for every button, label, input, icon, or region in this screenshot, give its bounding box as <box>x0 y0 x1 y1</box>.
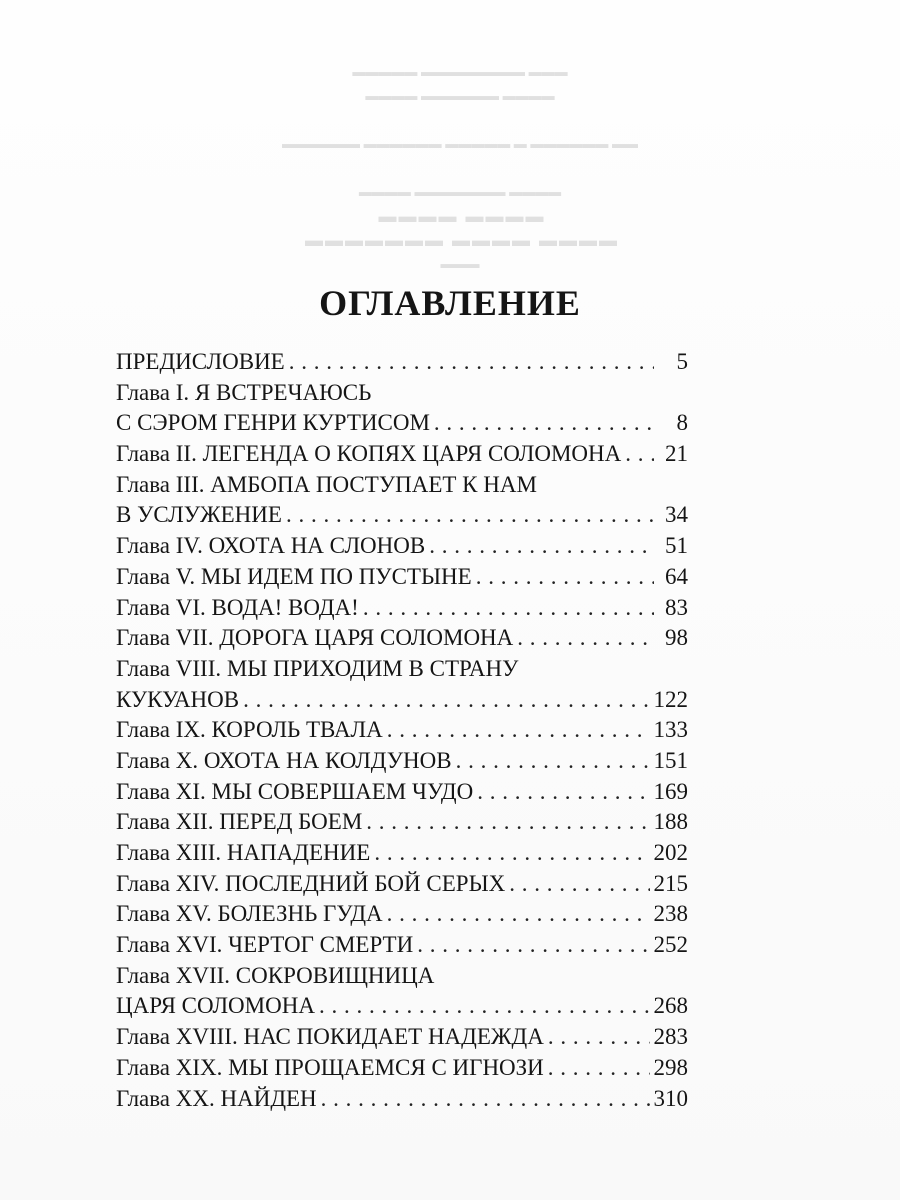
dot-leader <box>387 899 650 930</box>
toc-entry-label: Глава III. АМБОПА ПОСТУПАЕТ К НАМ <box>116 471 537 497</box>
toc-entry-label: С СЭРОМ ГЕНРИ КУРТИСОМ <box>116 410 430 436</box>
toc-entry <box>116 715 688 746</box>
toc-entry-page-number: 51 <box>665 533 688 559</box>
toc-entry-page-number: 34 <box>665 502 688 528</box>
toc-entry-page-number: 169 <box>653 778 688 804</box>
toc-entry <box>116 1053 688 1084</box>
toc-entry-page-number: 238 <box>653 901 688 927</box>
toc-entry <box>116 378 688 409</box>
toc-entry-label: ПРЕДИСЛОВИЕ <box>116 349 285 374</box>
toc-entry-label: Глава V. МЫ ИДЕМ ПО ПУСТЫНЕ <box>116 563 472 589</box>
toc-entry <box>116 408 688 439</box>
toc-entry <box>116 930 688 961</box>
toc-entry-label: Глава XIII. НАПАДЕНИЕ <box>116 840 371 865</box>
toc-entry-label: Глава I. Я ВСТРЕЧАЮСЬ <box>116 379 372 405</box>
dot-leader <box>548 1022 650 1053</box>
toc-entry <box>116 562 688 593</box>
toc-entry-page-number: 298 <box>653 1054 688 1080</box>
bleed-through-text: ▬▬▬ ▬▬▬▬▬▬▬▬ ▬▬▬▬▬ ▬▬▬▬ ▬▬▬▬▬▬ ▬▬▬▬ ▬▬ ▬▬▬▬▬▬ ▬ ▬▬▬▬▬ ▬▬▬▬▬▬ ▬▬▬▬▬▬ ▬▬▬▬ ▬▬▬▬▬▬▬ ▬▬▬▬ ▬▬▬▬ ▬▬▬▬ ▬▬▬▬ ▬▬▬▬ ▬▬▬▬▬▬▬ ▬▬▬ <box>281 64 639 271</box>
toc-entry-page-number: 215 <box>653 870 688 896</box>
toc-entry <box>116 685 688 716</box>
toc-entry-page-number: 268 <box>653 993 688 1019</box>
toc-entry-label: Глава X. ОХОТА НА КОЛДУНОВ <box>116 747 452 773</box>
dot-leader <box>319 991 650 1022</box>
toc-entry-label: Глава XVIII. НАС ПОКИДАЕТ НАДЕЖДА <box>116 1024 544 1050</box>
dot-leader <box>456 746 650 777</box>
toc-entry <box>116 991 688 1022</box>
toc-entry <box>116 593 688 624</box>
dot-leader <box>429 531 654 562</box>
toc-entry-label: Глава XIX. МЫ ПРОЩАЕМСЯ С ИГНОЗИ <box>116 1054 544 1080</box>
toc-entry <box>116 347 688 378</box>
table-of-contents <box>116 347 688 1114</box>
dot-leader <box>366 807 649 838</box>
toc-entry-page-number: 83 <box>665 594 688 620</box>
toc-entry-page-number: 98 <box>665 625 688 651</box>
toc-entry-page-number: 188 <box>653 809 688 835</box>
toc-entry-label: Глава XII. ПЕРЕД БОЕМ <box>116 809 363 835</box>
toc-entry-label: Глава XI. МЫ СОВЕРШАЕМ ЧУДО <box>116 778 474 804</box>
toc-entry <box>116 1022 688 1053</box>
toc-entry <box>116 500 688 531</box>
dot-leader <box>363 593 654 624</box>
toc-entry-page-number: 133 <box>653 717 688 743</box>
toc-entry <box>116 439 688 470</box>
toc-entry-page-number: 64 <box>665 563 688 589</box>
dot-leader <box>434 408 654 439</box>
toc-entry-page-number: 283 <box>653 1024 688 1050</box>
dot-leader <box>517 623 654 654</box>
dot-leader <box>417 930 649 961</box>
toc-entry <box>116 746 688 777</box>
toc-entry-label: Глава XVI. ЧЕРТОГ СМЕРТИ <box>116 932 414 958</box>
toc-entry-label: Глава IV. ОХОТА НА СЛОНОВ <box>116 533 426 559</box>
toc-entry-label: Глава VI. ВОДА! ВОДА! <box>116 594 359 620</box>
toc-entry-label: Глава XIV. ПОСЛЕДНИЙ БОЙ СЕРЫХ <box>116 870 506 896</box>
dot-leader <box>509 869 649 900</box>
toc-entry-page-number: 8 <box>676 410 688 436</box>
toc-entry-label: Глава XVII. СОКРОВИЩНИЦА <box>116 962 435 988</box>
toc-entry <box>116 623 688 654</box>
toc-entry-page-number: 252 <box>653 932 688 958</box>
toc-entry-page-number: 5 <box>676 349 688 374</box>
toc-entry <box>116 1084 688 1115</box>
toc-entry <box>116 899 688 930</box>
toc-entry-label: Глава II. ЛЕГЕНДА О КОПЯХ ЦАРЯ СОЛОМОНА <box>116 441 622 467</box>
dot-leader <box>387 715 650 746</box>
dot-leader <box>289 347 654 378</box>
toc-entry-page-number: 202 <box>653 840 688 865</box>
toc-entry-page-number: 21 <box>665 441 688 467</box>
dot-leader <box>625 439 654 470</box>
dot-leader <box>374 838 649 869</box>
toc-entry-page-number: 122 <box>653 686 688 712</box>
toc-entry-page-number: 310 <box>653 1085 688 1111</box>
toc-entry-page-number: 151 <box>653 747 688 773</box>
dot-leader <box>321 1084 650 1115</box>
dot-leader <box>476 562 654 593</box>
dot-leader <box>548 1053 650 1084</box>
toc-entry <box>116 838 688 869</box>
dot-leader <box>286 500 654 531</box>
toc-entry <box>116 654 688 685</box>
toc-entry-label: Глава VIII. МЫ ПРИХОДИМ В СТРАНУ <box>116 655 519 681</box>
toc-entry-label: КУКУАНОВ <box>116 686 240 712</box>
toc-entry <box>116 869 688 900</box>
toc-entry <box>116 470 688 501</box>
toc-entry-label: Глава VII. ДОРОГА ЦАРЯ СОЛОМОНА <box>116 625 514 651</box>
toc-entry <box>116 531 688 562</box>
toc-title: ОГЛАВЛЕНИЕ <box>319 283 581 323</box>
toc-entry <box>116 777 688 808</box>
toc-entry-label: Глава IX. КОРОЛЬ ТВАЛА <box>116 717 383 743</box>
dot-leader <box>243 685 649 716</box>
toc-entry-label: Глава XX. НАЙДЕН <box>116 1085 317 1111</box>
toc-entry-label: ЦАРЯ СОЛОМОНА <box>116 993 315 1019</box>
toc-entry <box>116 961 688 992</box>
toc-entry-label: В УСЛУЖЕНИЕ <box>116 502 282 528</box>
dot-leader <box>477 777 649 808</box>
toc-entry-label: Глава XV. БОЛЕЗНЬ ГУДА <box>116 901 383 927</box>
toc-entry <box>116 807 688 838</box>
